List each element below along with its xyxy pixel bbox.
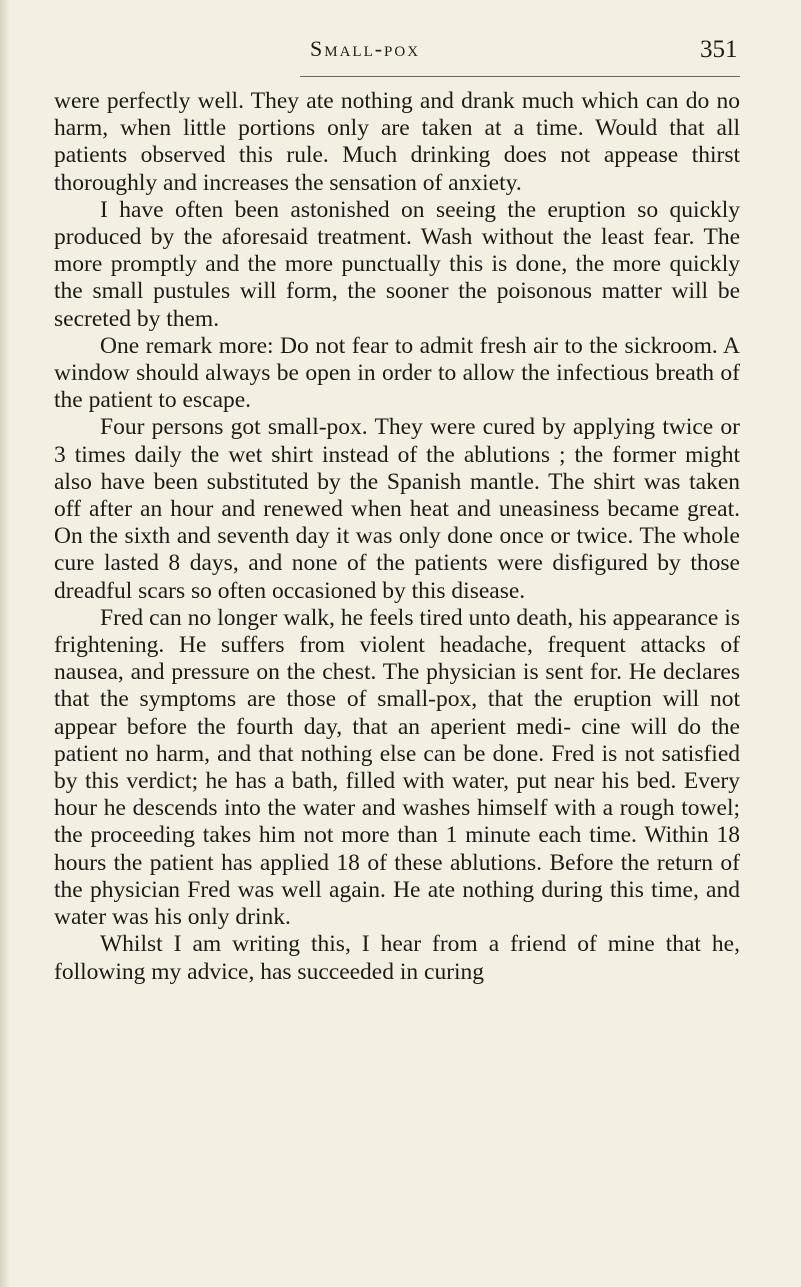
paragraph-continuation: were perfectly well. They ate nothing and drank much which can do no harm, when little portions only are taken at a time. Would that all patients observed this rule. Much drinking does not appease thirst thoroughly and increases the sensation of anxiety. [54,88,740,196]
running-head [0,36,801,76]
page-gutter-shadow [0,0,10,1287]
page-number: 351 [700,36,738,63]
body-text [54,88,740,986]
header-rule [300,76,740,77]
paragraph-eruption: I have often been astonished on seeing the eruption so quickly produced by the aforesaid treatment. Wash without the least fear. The more promptly and the more punctually this is done, the more quickly the small pustules will form, the sooner the poisonous matter will be secreted by them. [54,196,740,332]
paragraph-fred: Fred can no longer walk, he feels tired unto death, his appearance is frightening. He suffers from violent headache, frequent attacks of nausea, and pressure on the chest. The physician is sent for. He declares that the symptoms are those of small-pox, that the eruption will not appear before the fourth day, that an aperient medi- cine will do the patient no harm, and that nothing else can be done. Fred is not satisfied by this verdict; he has a bath, filled with water, put near his bed. Every hour he descends into the water and washes himself with a rough towel; the proceeding takes him not more than 1 minute each time. Within 18 hours the patient has applied 18 of these ablutions. Before the return of the physician Fred was well again. He ate nothing during this time, and water was his only drink. [54,604,740,931]
paragraph-fresh-air: One remark more: Do not fear to admit fresh air to the sickroom. A window should always be open in order to allow the infectious breath of the patient to escape. [54,332,740,414]
paragraph-four-persons: Four persons got small-pox. They were cured by applying twice or 3 times daily the wet shirt instead of the ablutions ; the former might also have been substituted by the Spanish mantle. The shirt was taken off after an hour and renewed when heat and uneasiness became great. On the sixth and seventh day it was only done once or twice. The whole cure lasted 8 days, and none of the patients were disfigured by those dreadful scars so often occasioned by this disease. [54,414,740,604]
paragraph-friend: Whilst I am writing this, I hear from a friend of mine that he, following my advice, has succeeded in curing [54,931,740,985]
running-title: Small-pox [310,36,421,61]
